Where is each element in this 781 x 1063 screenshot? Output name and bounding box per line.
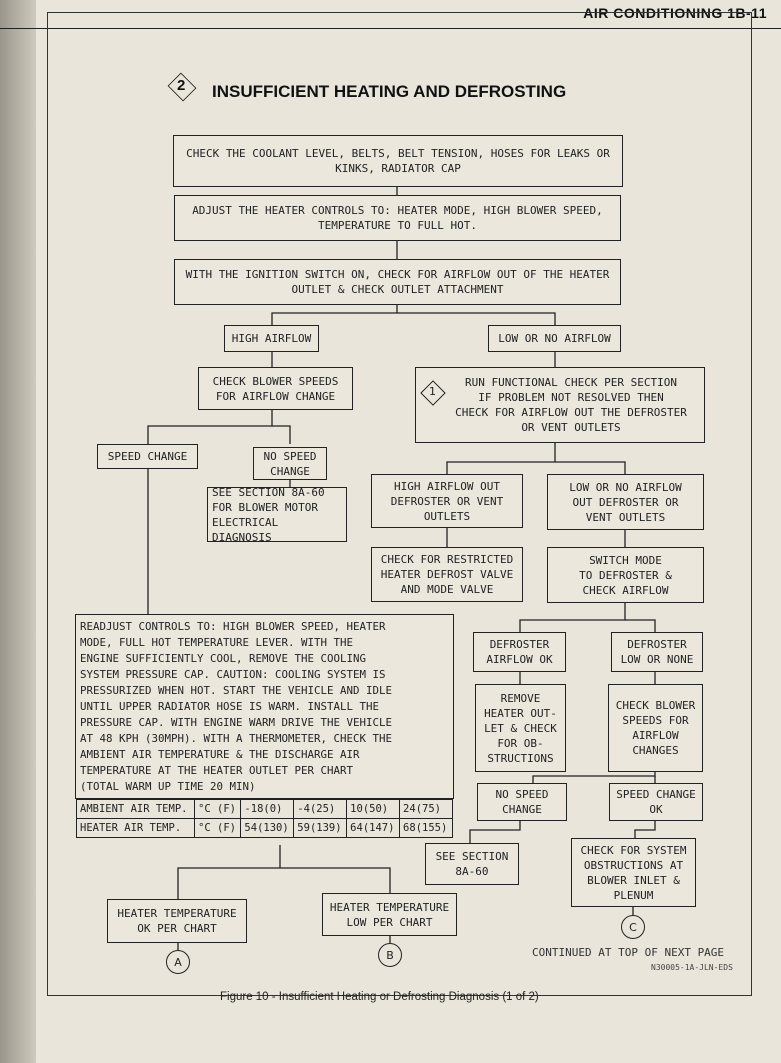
figure-code: N30005-1A-JLN-EDS	[651, 963, 733, 972]
connector-a-circle: A	[166, 950, 190, 974]
see-section-blower-box: SEE SECTION 8A-60 FOR BLOWER MOTOR ELECTRICAL DIAGNOSIS	[207, 487, 347, 542]
high-airflow-defroster-box: HIGH AIRFLOW OUT DEFROSTER OR VENT OUTLETS	[371, 474, 523, 528]
see-section-box: SEE SECTION 8A-60	[425, 843, 519, 885]
check-blower-changes-box: CHECK BLOWER SPEEDS FOR AIRFLOW CHANGES	[608, 684, 703, 772]
functional-check-number: 1	[429, 385, 436, 398]
row-label: AMBIENT AIR TEMP.	[77, 800, 195, 819]
connector	[447, 443, 555, 474]
check-restricted-box: CHECK FOR RESTRICTED HEATER DEFROST VALVE AND MODE VALVE	[371, 547, 523, 602]
header-title: AIR CONDITIONING 1B-11	[583, 5, 767, 21]
check-coolant-box: CHECK THE COOLANT LEVEL, BELTS, BELT TENSION, HOSES FOR LEAKS OR KINKS, RADIATOR CAP	[173, 135, 623, 187]
temperature-ok-box: HEATER TEMPERATURE OK PER CHART	[107, 899, 247, 943]
temp-cell: -18(0)	[241, 800, 294, 819]
connector-b-circle: B	[378, 943, 402, 967]
switch-mode-box: SWITCH MODE TO DEFROSTER & CHECK AIRFLOW	[547, 547, 704, 603]
check-obstructions-box: CHECK FOR SYSTEM OBSTRUCTIONS AT BLOWER INLET & PLENUM	[571, 838, 696, 907]
temp-cell: 59(139)	[294, 819, 347, 838]
connector	[635, 821, 655, 838]
run-functional-box: RUN FUNCTIONAL CHECK PER SECTION IF PROBLEM NOT RESOLVED THEN CHECK FOR AIRFLOW OUT THE DEFROSTER OR VENT OUTLETS	[415, 367, 705, 443]
speed-change-ok-box: SPEED CHANGE OK	[609, 783, 703, 821]
low-airflow-defroster-box: LOW OR NO AIRFLOW OUT DEFROSTER OR VENT OUTLETS	[547, 474, 704, 530]
defroster-low-box: DEFROSTER LOW OR NONE	[611, 632, 703, 672]
temperature-low-box: HEATER TEMPERATURE LOW PER CHART	[322, 893, 457, 936]
connector	[555, 462, 625, 474]
temp-cell: 68(155)	[400, 819, 453, 838]
figure-caption: Figure 10 - Insufficient Heating or Defrosting Diagnosis (1 of 2)	[220, 991, 539, 1003]
diagram-title: INSUFFICIENT HEATING AND DEFROSTING	[212, 82, 567, 101]
no-speed-change-box: NO SPEED CHANGE	[253, 447, 327, 480]
diagram-number: 2	[177, 77, 186, 94]
low-airflow-box: LOW OR NO AIRFLOW	[488, 325, 621, 352]
row-label: HEATER AIR TEMP.	[77, 819, 195, 838]
connector	[272, 305, 397, 325]
speed-change-box: SPEED CHANGE	[97, 444, 198, 469]
connector	[148, 410, 272, 444]
check-airflow-box: WITH THE IGNITION SWITCH ON, CHECK FOR AIRFLOW OUT OF THE HEATER OUTLET & CHECK OUTLET ATTACHMENT	[174, 259, 621, 305]
row-unit: °C (F)	[195, 819, 241, 838]
temp-cell: 10(50)	[347, 800, 400, 819]
continued-note: CONTINUED AT TOP OF NEXT PAGE	[532, 946, 725, 959]
connector	[397, 313, 555, 325]
connector	[625, 620, 655, 632]
temp-cell: 24(75)	[400, 800, 453, 819]
ambient-temp-row	[77, 800, 453, 819]
high-airflow-box: HIGH AIRFLOW	[224, 325, 319, 352]
adjust-controls-box: ADJUST THE HEATER CONTROLS TO: HEATER MODE, HIGH BLOWER SPEED, TEMPERATURE TO FULL HOT.	[174, 195, 621, 241]
defroster-ok-box: DEFROSTER AIRFLOW OK	[473, 632, 566, 672]
readjust-controls-box: READJUST CONTROLS TO: HIGH BLOWER SPEED, HEATER MODE, FULL HOT TEMPERATURE LEVER. WITH THE ENGINE SUFFICIENTLY COOL, REMOVE THE COOLING SYSTEM PRESSURE CAP. CAUTION: COOLING SYSTEM IS PRESSURIZED WHEN HOT. START THE VEHICLE AND IDLE UNTIL UPPER RADIATOR HOSE IS WARM. INSTALL THE PRESSURE CAP. WITH ENGINE WARM DRIVE THE VEHICLE AT 48 KPH (30MPH). WITH A THERMOMETER, CHECK THE AMBIENT AIR TEMPERATURE & THE DISCHARGE AIR TEMPERATURE AT THE HEATER OUTLET PER CHART (TOTAL WARM UP TIME 20 MIN)	[75, 614, 454, 799]
check-blower-speeds-box: CHECK BLOWER SPEEDS FOR AIRFLOW CHANGE	[198, 367, 353, 410]
temp-cell: -4(25)	[294, 800, 347, 819]
no-speed-change-2-box: NO SPEED CHANGE	[477, 783, 567, 821]
connector	[520, 603, 625, 632]
temp-cell: 64(147)	[347, 819, 400, 838]
row-unit: °C (F)	[195, 800, 241, 819]
remove-outlet-box: REMOVE HEATER OUT- LET & CHECK FOR OB- STRUCTIONS	[475, 684, 566, 772]
connector-c-circle: C	[621, 915, 645, 939]
temperature-chart	[76, 799, 453, 838]
connector	[533, 772, 655, 783]
heater-temp-row	[77, 819, 453, 838]
connector	[272, 426, 290, 444]
connector	[470, 821, 520, 843]
temp-cell: 54(130)	[241, 819, 294, 838]
